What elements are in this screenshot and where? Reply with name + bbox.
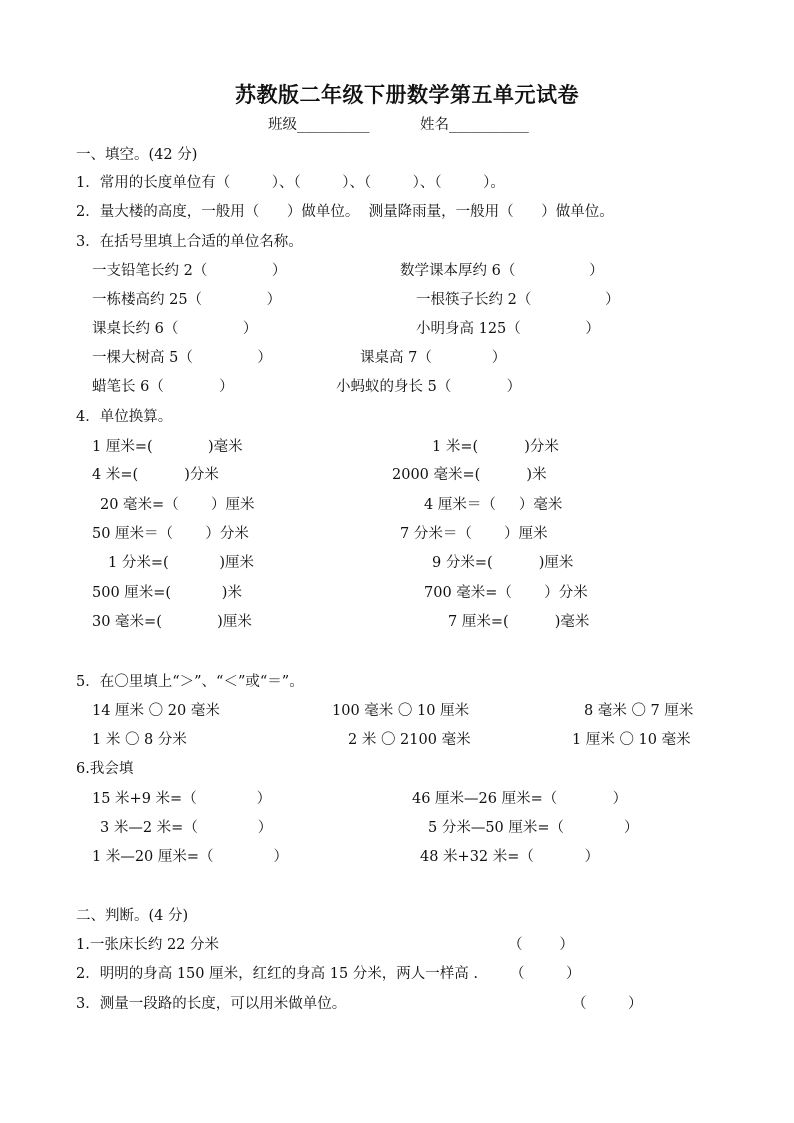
question-2: 2．量大楼的高度，一般用（ ）做单位。 测量降雨量，一般用（ ）做单位。 (76, 204, 614, 220)
q6-item: 3 米—2 米=（ ） (100, 820, 273, 836)
q3-item: 课桌高 7（ ） (360, 350, 507, 366)
judge-item-text: 3．测量一段路的长度，可以用米做单位。 (76, 996, 347, 1012)
question-3-heading: 3．在括号里填上合适的单位名称。 (76, 234, 303, 250)
judge-item-text: 2．明明的身高 150 厘米，红红的身高 15 分米，两人一样高 . (76, 966, 479, 982)
q3-item: 蜡笔长 6（ ） (92, 379, 234, 395)
q4-item: 9 分米=( )厘米 (432, 555, 574, 571)
judge-item-answer[interactable]: （ ） (510, 966, 581, 982)
q3-item: 小明身高 125（ ） (416, 321, 600, 337)
q3-item: 一根筷子长约 2（ ） (416, 292, 620, 308)
q5-item: 1 米 〇 8 分米 (92, 732, 187, 748)
q4-item: 2000 毫米=( )米 (392, 467, 547, 483)
q3-item: 一支铅笔长约 2（ ） (92, 263, 287, 279)
q4-item: 1 分米=( )厘米 (108, 555, 254, 571)
q6-item: 1 米—20 厘米=（ ） (92, 849, 288, 865)
q5-item: 1 厘米 〇 10 毫米 (572, 732, 691, 748)
section-1-heading: 一、填空。(42 分) (76, 147, 198, 163)
q4-item: 4 米=( )分米 (92, 467, 219, 483)
q4-item: 50 厘米＝（ ）分米 (92, 526, 249, 542)
q4-item: 20 毫米=（ ）厘米 (100, 497, 255, 513)
q4-item: 30 毫米=( )厘米 (92, 614, 252, 630)
q5-item: 14 厘米 〇 20 毫米 (92, 703, 220, 719)
judge-item-answer[interactable]: （ ） (572, 996, 643, 1012)
q4-item: 4 厘米＝（ ）毫米 (424, 497, 563, 513)
q5-item: 8 毫米 〇 7 厘米 (584, 703, 694, 719)
question-6-heading: 6.我会填 (76, 761, 134, 777)
q5-item: 100 毫米 〇 10 厘米 (332, 703, 470, 719)
q6-item: 5 分米—50 厘米=（ ） (428, 820, 639, 836)
q4-item: 500 厘米=( )米 (92, 585, 242, 601)
q6-item: 48 米+32 米=（ ） (420, 849, 600, 865)
q3-item: 数学课本厚约 6（ ） (400, 263, 604, 279)
q4-item: 1 厘米=( )毫米 (92, 439, 243, 455)
q3-item: 课桌长约 6（ ） (92, 321, 258, 337)
question-4-heading: 4．单位换算。 (76, 409, 173, 425)
q6-item: 46 厘米—26 厘米=（ ） (412, 791, 628, 807)
q6-item: 15 米+9 米=（ ） (92, 791, 272, 807)
question-5-heading: 5．在〇里填上“＞”、“＜”或“＝”。 (76, 674, 304, 690)
question-1: 1．常用的长度单位有（ ）、（ ）、（ ）、（ ）。 (76, 175, 505, 191)
q3-item: 一栋楼高约 25（ ） (92, 292, 282, 308)
q4-item: 1 米=( )分米 (432, 439, 559, 455)
q4-item: 7 分米＝（ ）厘米 (400, 526, 548, 542)
section-2-heading: 二、判断。(4 分) (76, 908, 189, 924)
q3-item: 一棵大树高 5（ ） (92, 350, 272, 366)
class-field[interactable]: 班级__________ (268, 117, 370, 133)
judge-item-text: 1.一张床长约 22 分米 (76, 937, 220, 953)
q4-item: 700 毫米=（ ）分米 (424, 585, 588, 601)
judge-item-answer[interactable]: （ ） (508, 937, 574, 953)
q4-item: 7 厘米=( )毫米 (448, 614, 590, 630)
name-field[interactable]: 姓名___________ (420, 117, 529, 133)
page-title: 苏教版二年级下册数学第五单元试卷 (235, 82, 579, 107)
q3-item: 小蚂蚁的身长 5（ ） (336, 379, 522, 395)
q5-item: 2 米 〇 2100 毫米 (348, 732, 471, 748)
